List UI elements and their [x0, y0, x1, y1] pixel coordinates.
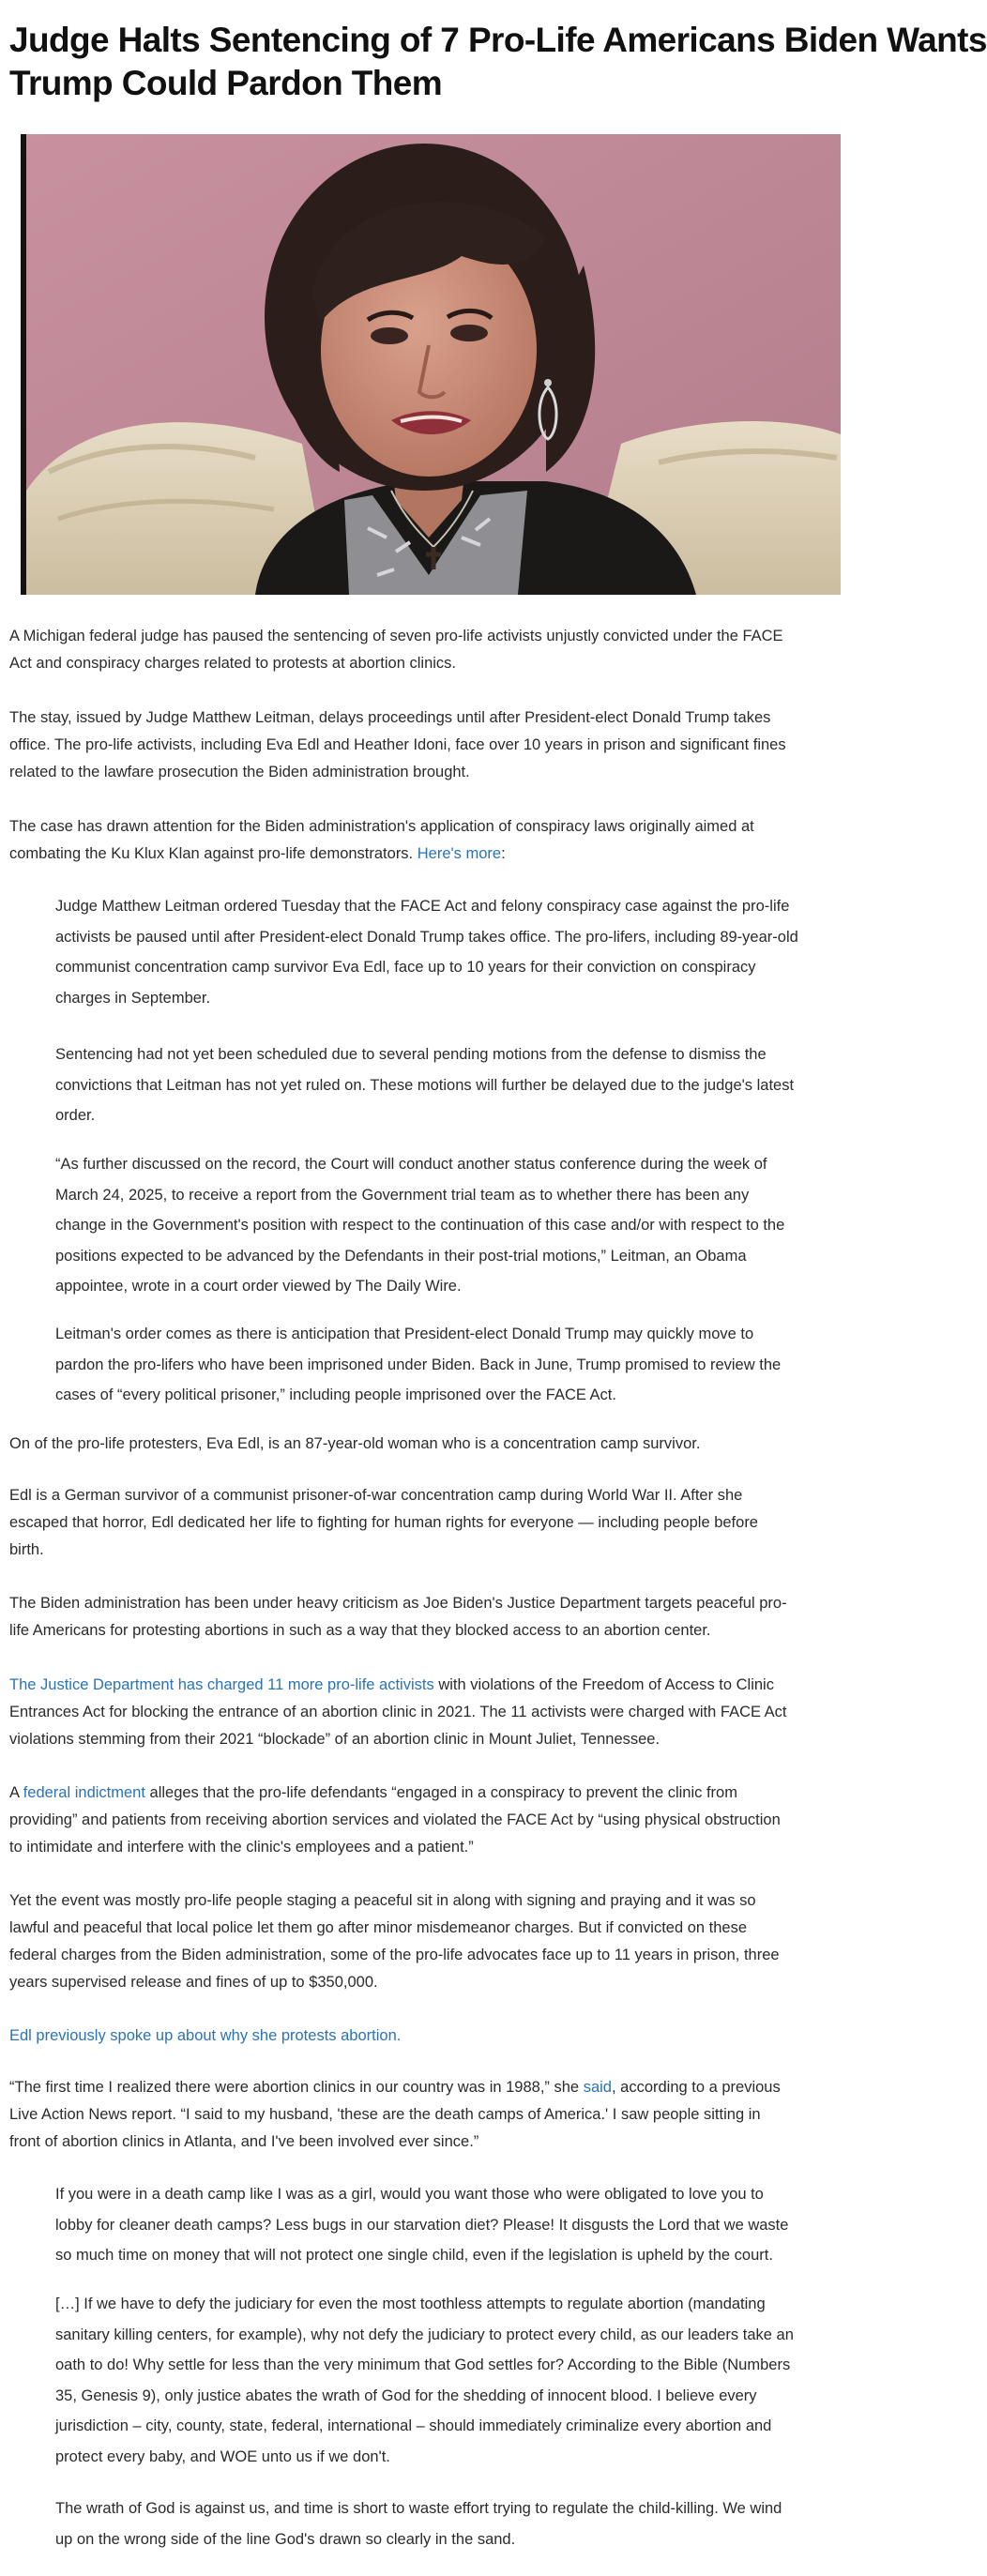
text-line: to intimidate and interfere with the clinic's employees and a patient.”: [9, 1839, 474, 1856]
paragraph-case: [9, 813, 854, 868]
text-line: The stay, issued by Judge Matthew Leitman, delays proceedings until after President-elect Donald Trump takes: [9, 709, 771, 726]
paragraph-edl-spoke: [9, 2023, 854, 2050]
text-line: Sentencing had not yet been scheduled due to several pending motions from the defense to dismiss the: [55, 1046, 767, 1063]
text-line: birth.: [9, 1541, 44, 1558]
text-line: Edl is a German survivor of a communist prisoner-of-war concentration camp during World War II. After she: [9, 1487, 743, 1504]
text-span: with violations of the Freedom of Access to Clinic: [433, 1676, 774, 1693]
text-line: oath to do! Why settle for less than the very minimum that God settles for? According to the Bible (Numbers: [55, 2356, 791, 2373]
blockquote-paragraph-2: [55, 1039, 848, 1131]
text-line: [9, 841, 854, 868]
article-headline: [9, 19, 987, 105]
paragraph-intro: [9, 623, 854, 677]
blockquote-paragraph-6: [55, 2289, 848, 2472]
text-line: life Americans for protesting abortions in such as a way that they blocked access to an abortion center.: [9, 1622, 711, 1639]
text-line: communist concentration camp survivor Eva Edl, face up to 10 years for their conviction on conspiracy: [55, 959, 756, 976]
text-line: March 24, 2025, to receive a report from the Government trial team as to whether there has been any: [55, 1186, 750, 1204]
text-line: […] If we have to defy the judiciary for even the most toothless attempts to regulate abortion (mandating: [55, 2296, 766, 2312]
text-line: The case has drawn attention for the Biden administration's application of conspiracy laws originally aimed at: [9, 818, 754, 835]
text-line: providing” and patients from receiving abortion services and violated the FACE Act by “using physical obstruction: [9, 1811, 781, 1828]
paragraph-doj-charges: [9, 1672, 854, 1753]
woman-portrait-photo: [21, 134, 841, 595]
text-line: Act and conspiracy charges related to protests at abortion clinics.: [9, 655, 456, 672]
text-line: Live Action News report. “I said to my husband, 'these are the death camps of America.' I saw people sitting in: [9, 2106, 761, 2123]
text-line: The wrath of God is against us, and time is short to waste effort trying to regulate the child-killing. We wind: [55, 2500, 782, 2517]
blockquote-paragraph-4: [55, 1319, 848, 1411]
text-line: sanitary killing centers, for example), why not defy the judiciary to protect every child, as our leaders take an: [55, 2326, 794, 2343]
heres-more-link[interactable]: Here's more: [417, 845, 502, 862]
text-line: related to the lawfare prosecution the Biden administration brought.: [9, 764, 470, 780]
text-line: years supervised release and fines of up to $350,000.: [9, 1974, 378, 1991]
text-line: appointee, wrote in a court order viewed by The Daily Wire.: [55, 1278, 462, 1295]
federal-indictment-link[interactable]: federal indictment: [23, 1784, 145, 1801]
text-line: 35, Genesis 9), only justice abates the wrath of God for the shedding of innocent blood. I believe every: [55, 2387, 757, 2404]
text-line: Judge Matthew Leitman ordered Tuesday that the FACE Act and felony conspiracy case against the pro-life: [55, 898, 790, 915]
text-line: The Biden administration has been under heavy criticism as Joe Biden's Justice Department targets peaceful pro-: [9, 1595, 787, 1612]
text-line: convictions that Leitman has not yet ruled on. These motions will further be delayed due to the judge's latest: [55, 1076, 795, 1094]
text-line: [9, 2074, 854, 2101]
text-span: A: [9, 1784, 23, 1801]
text-line: On of the pro-life protesters, Eva Edl, is an 87-year-old woman who is a concentration camp survivor.: [9, 1435, 701, 1452]
text-span: combating the Ku Klux Klan against pro-life demonstrators.: [9, 845, 418, 862]
text-line: order.: [55, 1107, 96, 1124]
text-line: Leitman's order comes as there is anticipation that President-elect Donald Trump may quickly move to: [55, 1326, 754, 1342]
blockquote-paragraph-5: [55, 2179, 848, 2271]
text-line: [9, 2023, 854, 2050]
text-line: up on the wrong side of the line God's drawn so clearly in the sand.: [55, 2530, 516, 2548]
text-line: so much time on money that will not protect one single child, even if the legislation is upheld by the court.: [55, 2247, 773, 2264]
text-span: “The first time I realized there were abortion clinics in our country was in 1988,” she: [9, 2079, 584, 2096]
text-line: office. The pro-life activists, including Eva Edl and Heather Idoni, face over 10 years in prison and significant fines: [9, 736, 786, 753]
paragraph-indictment: [9, 1780, 854, 1861]
paragraph-first-time: [9, 2074, 854, 2156]
headline-line-2: Trump Could Pardon Them: [9, 64, 443, 102]
text-line: protect every baby, and WOE unto us if we don't.: [55, 2447, 390, 2465]
text-span: alleges that the pro-life defendants “engaged in a conspiracy to prevent the clinic from: [144, 1784, 737, 1801]
text-line: [9, 1672, 854, 1699]
headline-line-1: Judge Halts Sentencing of 7 Pro-Life Americans Biden Wants: [9, 21, 987, 59]
edl-spoke-link[interactable]: Edl previously spoke up about why she protests abortion.: [9, 2027, 402, 2044]
text-line: charges in September.: [55, 989, 211, 1007]
text-line: Entrances Act for blocking the entrance of an abortion clinic in 2021. The 11 activists were charged with FACE Act: [9, 1704, 787, 1720]
text-line: activists be paused until after President-elect Donald Trump takes office. The pro-lifers, including 89-year-old: [55, 928, 798, 946]
text-line: cases of “every political prisoner,” including people imprisoned over the FACE Act.: [55, 1386, 616, 1403]
paragraph-sit-in: [9, 1887, 854, 1996]
text-span: , according to a previous: [611, 2079, 781, 2096]
text-line: change in the Government's position with respect to the continuation of this case and/or with respect to the: [55, 1217, 785, 1234]
text-line: federal charges from the Biden administration, some of the pro-life advocates face up to 11 years in prison, three: [9, 1947, 780, 1963]
blockquote-paragraph-7: [55, 2493, 848, 2554]
text-line: A Michigan federal judge has paused the sentencing of seven pro-life activists unjustly convicted under the FACE: [9, 628, 783, 644]
paragraph-criticism: [9, 1590, 854, 1644]
text-line: If you were in a death camp like I was as a girl, would you want those who were obligated to love you to: [55, 2186, 764, 2203]
paragraph-survivor: [9, 1482, 854, 1564]
text-line: positions expected to be advanced by the Defendants in their post-trial motions,” Leitman, an Obama: [55, 1247, 747, 1265]
paragraph-eva-edl: [9, 1431, 854, 1458]
paragraph-stay: [9, 705, 854, 786]
blockquote-paragraph-1: [55, 891, 848, 1013]
text-line: escaped that horror, Edl dedicated her life to fighting for human rights for everyone — including people before: [9, 1514, 758, 1531]
text-line: violations stemming from their 2021 “blockade” of an abortion clinic in Mount Juliet, Tennessee.: [9, 1731, 661, 1748]
text-line: pardon the pro-lifers who have been imprisoned under Biden. Back in June, Trump promised to review the: [55, 1356, 782, 1373]
doj-charged-link[interactable]: The Justice Department has charged 11 more pro-life activists: [9, 1676, 434, 1693]
text-line: Yet the event was mostly pro-life people staging a peaceful sit in along with signing and praying and it was so: [9, 1892, 756, 1909]
text-line: “As further discussed on the record, the Court will conduct another status conference during the week of: [55, 1156, 767, 1173]
blockquote-paragraph-3: [55, 1149, 848, 1302]
text-line: jurisdiction – city, county, state, federal, international – should immediately criminalize every abortion and: [55, 2417, 772, 2434]
text-span: :: [501, 845, 506, 862]
text-line: [9, 1780, 854, 1807]
text-line: lawful and peaceful that local police let them go after minor misdemeanor charges. But if convicted on these: [9, 1919, 748, 1936]
article-photo: [21, 134, 841, 595]
text-line: front of abortion clinics in Atlanta, and I've been involved ever since.”: [9, 2133, 479, 2150]
said-link[interactable]: said: [583, 2079, 612, 2096]
text-line: lobby for cleaner death camps? Less bugs in our starvation diet? Please! It disgusts the Lord that we waste: [55, 2216, 789, 2234]
